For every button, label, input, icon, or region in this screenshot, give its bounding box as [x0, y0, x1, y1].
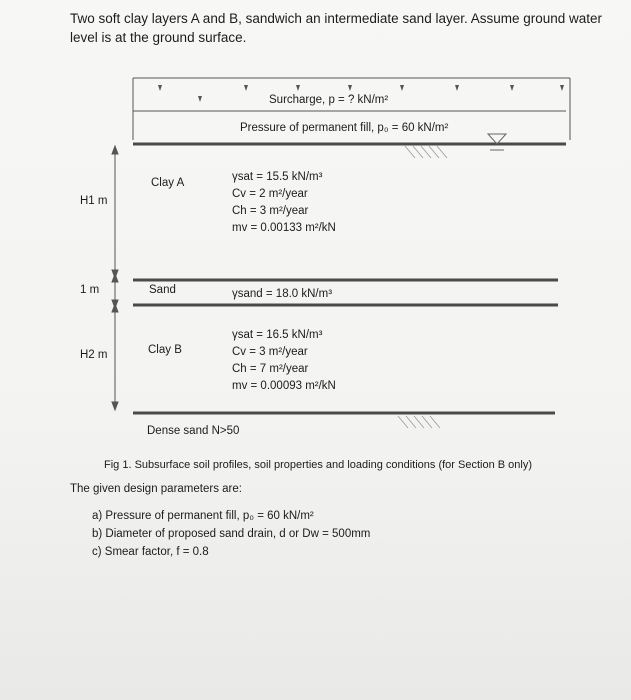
h2-label: H2 m [80, 349, 108, 361]
clay-a-cv: Cv = 2 m²/year [232, 188, 308, 200]
params-heading: The given design parameters are: [70, 483, 242, 495]
dimension-line [112, 146, 118, 410]
hatch-mark-base [398, 416, 440, 428]
clay-b-ch: Ch = 7 m²/year [232, 363, 309, 375]
intro-text: Two soft clay layers A and B, sandwich an intermediate sand layer. Assume ground water level is at the ground surface. [70, 11, 603, 45]
figure-caption: Fig 1. Subsurface soil profiles, soil properties and loading conditions (for Section B only) [104, 459, 533, 471]
clay-a-label: Clay A [151, 177, 185, 189]
hatch-mark-top [405, 146, 447, 158]
clay-b-mv: mv = 0.00093 m²/kN [232, 380, 336, 392]
fill-label: Pressure of permanent fill, p₀ = 60 kN/m² [240, 122, 449, 134]
clay-a-gamma: γsat = 15.5 kN/m³ [232, 171, 323, 183]
clay-b-cv: Cv = 3 m²/year [232, 346, 308, 358]
clay-b-gamma: γsat = 16.5 kN/m³ [232, 329, 323, 341]
dense-sand-label: Dense sand N>50 [147, 425, 240, 437]
clay-a-ch: Ch = 3 m²/year [232, 205, 309, 217]
param-item: b) Diameter of proposed sand drain, d or Dw = 500mm [92, 528, 371, 540]
water-table-symbol [488, 134, 506, 150]
clay-b-label: Clay B [148, 344, 182, 356]
sand-label: Sand [149, 284, 176, 296]
param-item: a) Pressure of permanent fill, p₀ = 60 kN/m² [92, 510, 314, 522]
clay-a-mv: mv = 0.00133 m²/kN [232, 222, 336, 234]
sand-gamma: γsand = 18.0 kN/m³ [232, 288, 333, 300]
h1-label: H1 m [80, 195, 108, 207]
sand-height-label: 1 m [80, 284, 100, 296]
param-item: c) Smear factor, f = 0.8 [92, 546, 209, 558]
surcharge-label: Surcharge, p = ? kN/m² [269, 94, 389, 106]
